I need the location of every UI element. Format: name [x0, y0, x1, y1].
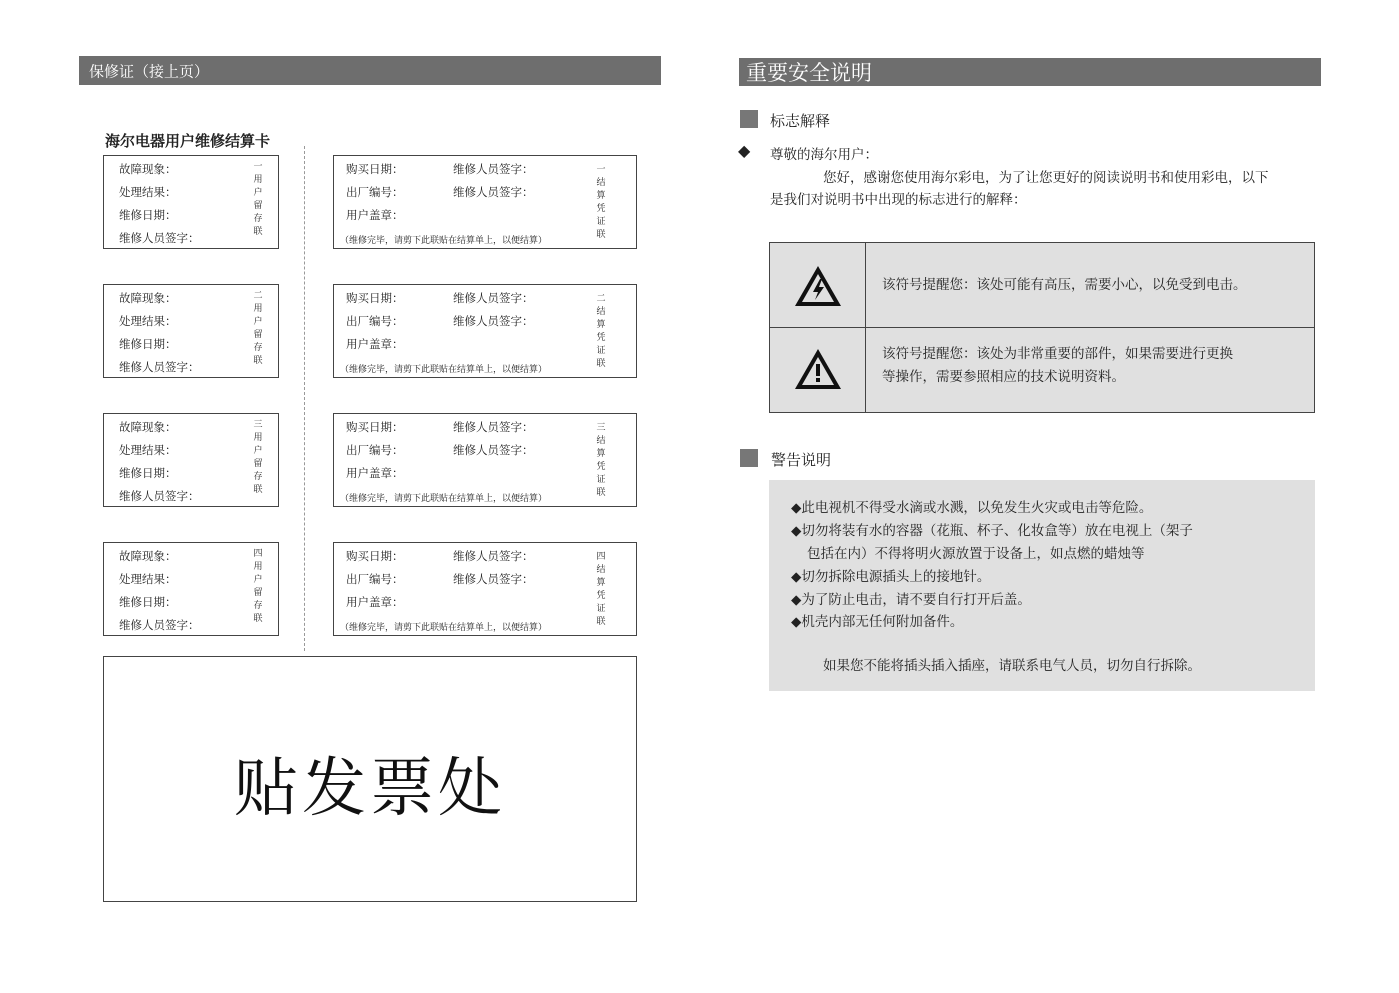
card-title: 海尔电器用户维修结算卡: [105, 132, 271, 150]
settlement-field-repair-sign: 维修人员签字：: [453, 443, 534, 457]
settlement-field-purchase-date: 购买日期：: [346, 291, 404, 305]
settlement-field-repair-sign: 维修人员签字：: [453, 162, 534, 176]
settlement-field-user-seal: 用户盖章：: [346, 595, 404, 609]
settlement-field-purchase-date: 购买日期：: [346, 162, 404, 176]
settlement-field-repair-sign: 维修人员签字：: [453, 420, 534, 434]
greeting: 尊敬的海尔用户：: [770, 147, 878, 163]
warning-box: [769, 480, 1315, 691]
warning-line: 包括在内）不得将明火源放置于设备上，如点燃的蜡烛等: [807, 546, 1145, 562]
settlement-note: （维修完毕，请剪下此联贴在结算单上，以便结算）: [340, 236, 548, 246]
settlement-field-repair-sign: 维修人员签字：: [453, 314, 534, 328]
diamond-bullet-icon: ◆: [738, 141, 751, 160]
settlement-stub-label: 三 结 算 凭 证 联: [596, 423, 606, 498]
settlement-field-factory-no: 出厂编号：: [346, 443, 404, 457]
settlement-note: （维修完毕，请剪下此联贴在结算单上，以便结算）: [340, 623, 548, 633]
left-header-bar: [79, 56, 661, 85]
section2-title: 警告说明: [771, 451, 832, 469]
symbol-text-voltage-line1: 该符号提醒您：该处可能有高压，需要小心，以免受到电击。: [882, 277, 1247, 293]
user-stub-field: 维修人员签字：: [119, 489, 200, 503]
symbol-text-important: [882, 343, 1233, 389]
settlement-stub-card: [333, 542, 637, 636]
high-voltage-warning-icon: [793, 264, 843, 308]
user-stub-card: [103, 284, 279, 378]
symbol-row-important: [770, 328, 1314, 413]
warning-line: ◆此电视机不得受水滴或水溅，以免发生火灾或电击等危险。: [791, 500, 1153, 516]
settlement-stub-label: 四 结 算 凭 证 联: [596, 552, 606, 627]
right-header-bar: [739, 58, 1321, 86]
section-square-icon: [740, 449, 758, 467]
user-stub-field: 维修人员签字：: [119, 360, 200, 374]
warning-line: ◆切勿将装有水的容器（花瓶、杯子、化妆盒等）放在电视上（架子: [791, 523, 1193, 539]
left-header-title: 保修证（接上页）: [89, 62, 210, 80]
settlement-field-purchase-date: 购买日期：: [346, 549, 404, 563]
symbol-cell: [770, 328, 866, 413]
intro-line-1: 您好，感谢您使用海尔彩电，为了让您更好的阅读说明书和使用彩电，以下: [823, 170, 1269, 186]
user-stub-field: 维修日期：: [119, 337, 177, 351]
user-stub-field: 维修日期：: [119, 466, 177, 480]
symbol-row-voltage: [770, 243, 1314, 328]
symbol-table: [769, 242, 1315, 413]
settlement-field-factory-no: 出厂编号：: [346, 185, 404, 199]
user-stub-field: 故障现象：: [119, 291, 177, 305]
exclamation-warning-icon: [793, 347, 843, 391]
user-stub-field: 处理结果：: [119, 314, 177, 328]
user-stub-field: 处理结果：: [119, 185, 177, 199]
settlement-field-factory-no: 出厂编号：: [346, 572, 404, 586]
settlement-field-purchase-date: 购买日期：: [346, 420, 404, 434]
user-stub-field: 故障现象：: [119, 420, 177, 434]
user-stub-card: [103, 413, 279, 507]
settlement-field-user-seal: 用户盖章：: [346, 208, 404, 222]
user-stub-label: 二 用 户 留 存 联: [253, 291, 263, 366]
settlement-stub-card: [333, 284, 637, 378]
invoice-area: [103, 656, 637, 902]
symbol-cell: [770, 243, 866, 327]
settlement-field-repair-sign: 维修人员签字：: [453, 572, 534, 586]
warning-footer: 如果您不能将插头插入插座，请联系电气人员，切勿自行拆除。: [823, 658, 1201, 674]
cut-line: [304, 146, 305, 651]
settlement-field-user-seal: 用户盖章：: [346, 466, 404, 480]
settlement-stub-card: [333, 155, 637, 249]
settlement-stub-label: 一 结 算 凭 证 联: [596, 165, 606, 240]
settlement-field-repair-sign: 维修人员签字：: [453, 291, 534, 305]
settlement-note: （维修完毕，请剪下此联贴在结算单上，以便结算）: [340, 494, 548, 504]
settlement-field-factory-no: 出厂编号：: [346, 314, 404, 328]
warning-line: ◆为了防止电击，请不要自行打开后盖。: [791, 592, 1031, 608]
user-stub-card: [103, 155, 279, 249]
warning-line: ◆切勿拆除电源插头上的接地针。: [791, 569, 991, 585]
invoice-label: 贴发票处: [234, 752, 506, 826]
user-stub-field: 处理结果：: [119, 572, 177, 586]
settlement-note: （维修完毕，请剪下此联贴在结算单上，以便结算）: [340, 365, 548, 375]
section-square-icon: [740, 110, 758, 128]
user-stub-field: 故障现象：: [119, 549, 177, 563]
user-stub-field: 维修人员签字：: [119, 618, 200, 632]
intro-line-2: 是我们对说明书中出现的标志进行的解释：: [770, 192, 1027, 208]
user-stub-label: 一 用 户 留 存 联: [253, 162, 263, 237]
user-stub-label: 三 用 户 留 存 联: [253, 420, 263, 495]
user-stub-field: 维修日期：: [119, 595, 177, 609]
user-stub-field: 维修日期：: [119, 208, 177, 222]
settlement-field-repair-sign: 维修人员签字：: [453, 549, 534, 563]
user-stub-card: [103, 542, 279, 636]
settlement-field-repair-sign: 维修人员签字：: [453, 185, 534, 199]
right-header-title: 重要安全说明: [746, 61, 872, 85]
user-stub-field: 维修人员签字：: [119, 231, 200, 245]
settlement-stub-card: [333, 413, 637, 507]
symbol-text-important-line1: 该符号提醒您：该处为非常重要的部件，如果需要进行更换: [882, 346, 1233, 362]
warning-line: ◆机壳内部无任何附加备件。: [791, 614, 964, 630]
user-stub-field: 故障现象：: [119, 162, 177, 176]
settlement-stub-label: 二 结 算 凭 证 联: [596, 294, 606, 369]
symbol-text-voltage: [882, 274, 1247, 297]
settlement-field-user-seal: 用户盖章：: [346, 337, 404, 351]
user-stub-label: 四 用 户 留 存 联: [253, 549, 263, 624]
user-stub-field: 处理结果：: [119, 443, 177, 457]
symbol-text-important-line2: 等操作，需要参照相应的技术说明资料。: [882, 369, 1125, 385]
section1-title: 标志解释: [770, 112, 831, 130]
